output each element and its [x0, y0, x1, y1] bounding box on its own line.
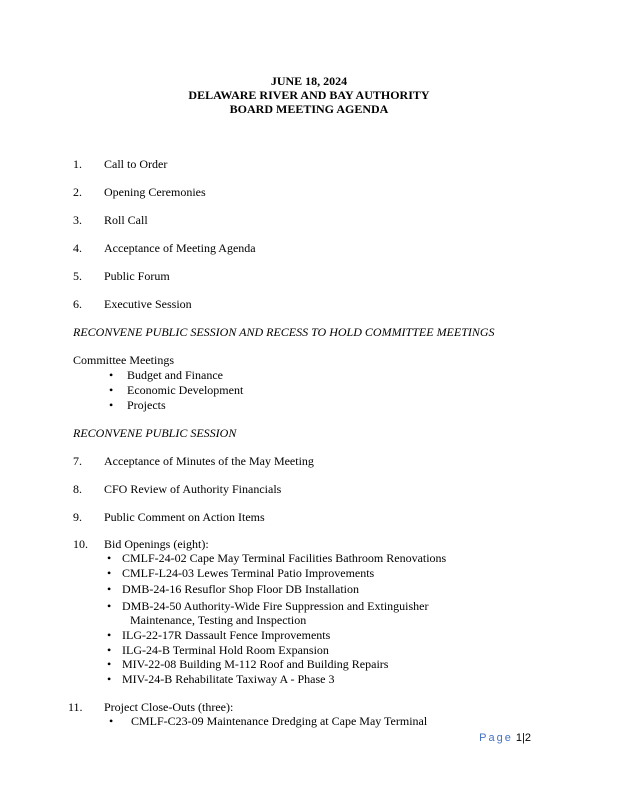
page-total: 2 [524, 732, 531, 744]
agenda-item: Bid Openings (eight): [104, 537, 209, 551]
item-number: 4. [73, 241, 82, 255]
bullet: • [107, 628, 112, 642]
item-number: 9. [73, 510, 82, 524]
bullet: • [107, 672, 112, 686]
page-footer [479, 731, 531, 745]
item-number: 1. [73, 157, 82, 171]
agenda-item: Roll Call [104, 213, 148, 227]
bid-item: ILG-22-17R Dassault Fence Improvements [122, 628, 331, 642]
bullet: • [107, 551, 112, 565]
bullet: • [107, 657, 112, 671]
bullet: • [107, 643, 112, 657]
closeout-item: CMLF-C23-09 Maintenance Dredging at Cape May Terminal [131, 714, 428, 728]
committee-item: Economic Development [127, 383, 244, 397]
page-separator: | [522, 732, 525, 744]
agenda-item: Opening Ceremonies [104, 185, 206, 199]
bullet: • [109, 398, 114, 412]
bullet: • [109, 368, 114, 382]
document-title: BOARD MEETING AGENDA [229, 102, 389, 116]
bid-item: DMB-24-16 Resuflor Shop Floor DB Installation [122, 582, 359, 596]
reconvene-recess-heading: RECONVENE PUBLIC SESSION AND RECESS TO HOLD COMMITTEE MEETINGS [73, 325, 495, 339]
page-label: Page [479, 732, 513, 744]
bid-item-continuation: Maintenance, Testing and Inspection [130, 613, 307, 627]
committee-item: Budget and Finance [127, 368, 223, 382]
item-number: 7. [73, 454, 82, 468]
bid-item: CMLF-24-02 Cape May Terminal Facilities Bathroom Renovations [122, 551, 447, 565]
item-number: 5. [73, 269, 82, 283]
committee-item: Projects [127, 398, 166, 412]
item-number: 6. [73, 297, 82, 311]
reconvene-heading: RECONVENE PUBLIC SESSION [73, 426, 237, 440]
agenda-item: Call to Order [104, 157, 168, 171]
item-number: 11. [68, 700, 83, 714]
bid-item: DMB-24-50 Authority-Wide Fire Suppression and Extinguisher [122, 599, 429, 613]
agenda-item: Project Close-Outs (three): [104, 700, 234, 714]
item-number: 2. [73, 185, 82, 199]
bid-item: MIV-24-B Rehabilitate Taxiway A - Phase 3 [122, 672, 335, 686]
agenda-item: Public Forum [104, 269, 170, 283]
bullet: • [107, 566, 112, 580]
agenda-item: Public Comment on Action Items [104, 510, 265, 524]
item-number: 3. [73, 213, 82, 227]
organization-name: DELAWARE RIVER AND BAY AUTHORITY [188, 88, 430, 102]
bullet: • [109, 383, 114, 397]
bid-item: ILG-24-B Terminal Hold Room Expansion [122, 643, 329, 657]
committee-meetings-title: Committee Meetings [73, 353, 174, 367]
bullet: • [107, 582, 112, 596]
item-number: 10. [73, 537, 88, 551]
bid-item: CMLF-L24-03 Lewes Terminal Patio Improvements [122, 566, 375, 580]
item-number: 8. [73, 482, 82, 496]
bullet: • [109, 714, 114, 728]
bid-item: MIV-22-08 Building M-112 Roof and Building Repairs [122, 657, 389, 671]
agenda-item: Acceptance of Minutes of the May Meeting [104, 454, 314, 468]
agenda-item: Acceptance of Meeting Agenda [104, 241, 256, 255]
bullet: • [107, 599, 112, 613]
meeting-date: JUNE 18, 2024 [270, 74, 348, 88]
agenda-item: CFO Review of Authority Financials [104, 482, 282, 496]
page-current: 1 [515, 732, 523, 744]
agenda-item: Executive Session [104, 297, 192, 311]
